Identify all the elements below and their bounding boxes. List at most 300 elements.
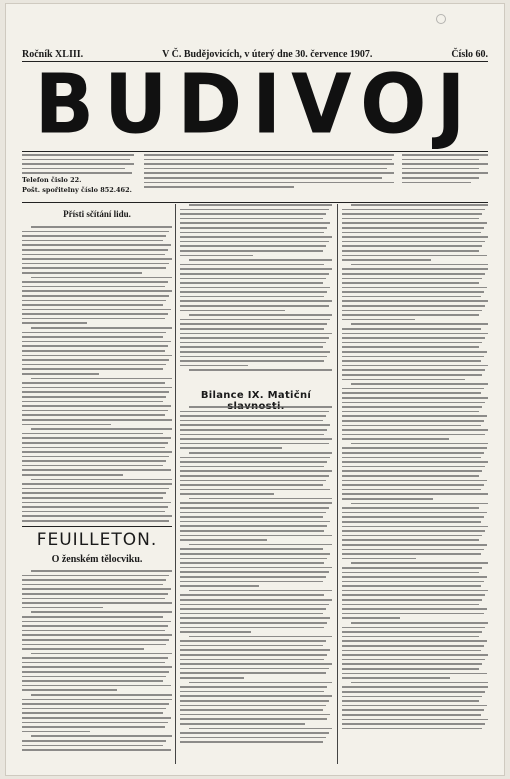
text-line [180, 677, 244, 679]
text-line [180, 236, 332, 238]
text-line [22, 341, 171, 343]
text-line [189, 728, 332, 730]
text-line [180, 521, 330, 523]
masthead-rule [22, 151, 488, 152]
library-stamp-icon [436, 14, 446, 24]
text-line [342, 328, 481, 330]
text-line [180, 310, 285, 312]
text-line [342, 411, 479, 413]
text-line [342, 397, 488, 399]
text-line [342, 627, 485, 629]
text-line [342, 268, 488, 270]
text-line [342, 590, 488, 592]
text-line [180, 613, 323, 615]
column-3 [342, 204, 488, 766]
text-line [342, 461, 488, 463]
text-line [342, 310, 482, 312]
price-table [402, 154, 488, 200]
text-line [22, 424, 111, 426]
text-line [22, 497, 163, 499]
text-line [180, 415, 326, 417]
text-line [31, 479, 172, 481]
text-line [180, 659, 324, 661]
text-line [22, 588, 171, 590]
text-line [180, 507, 329, 509]
text-line [342, 645, 484, 647]
text-line [22, 286, 165, 288]
text-line [31, 570, 172, 572]
text-line [180, 576, 326, 578]
text-line [342, 314, 479, 316]
text-line [22, 584, 163, 586]
text-line [342, 213, 482, 215]
text-line [180, 668, 329, 670]
text-line [342, 236, 488, 238]
volume-number: Ročník XLIII. [22, 48, 84, 60]
text-line [342, 457, 481, 459]
text-line [22, 442, 168, 444]
subscription-terms [22, 154, 134, 200]
text-line [22, 414, 165, 416]
text-line [342, 319, 415, 321]
text-line [180, 516, 323, 518]
text-line [342, 640, 487, 642]
text-line [180, 209, 329, 211]
text-line [22, 318, 165, 320]
text-line [180, 434, 324, 436]
text-line [180, 594, 324, 596]
text-line [22, 254, 165, 256]
text-line [22, 437, 171, 439]
text-line [22, 447, 165, 449]
column-2-top [180, 204, 332, 384]
column-1 [22, 204, 172, 524]
text-line [22, 502, 171, 504]
text-line [189, 498, 332, 500]
text-line [22, 666, 172, 668]
text-line [180, 654, 327, 656]
section-heading: Bilance IX. Matiční [200, 390, 312, 401]
text-line [31, 611, 172, 613]
text-line [180, 346, 323, 348]
text-line [180, 264, 324, 266]
text-line [342, 484, 484, 486]
text-line [180, 475, 329, 477]
text-line [342, 273, 485, 275]
text-line [22, 616, 163, 618]
text-line [22, 731, 90, 733]
text-line [180, 604, 329, 606]
text-line [180, 691, 324, 693]
feuilleton-heading: FEUILLETON. [36, 530, 158, 550]
text-line [342, 296, 481, 298]
text-line [180, 558, 327, 560]
text-line [31, 735, 172, 737]
text-line [22, 598, 165, 600]
text-line [22, 396, 166, 398]
text-line [342, 415, 487, 417]
text-line [342, 728, 482, 730]
text-line [342, 392, 481, 394]
text-line [342, 544, 487, 546]
text-line [189, 369, 332, 371]
text-line [22, 662, 165, 664]
text-line [22, 575, 169, 577]
text-line [342, 673, 487, 675]
text-line [180, 296, 324, 298]
text-line [342, 255, 487, 257]
text-line [180, 360, 324, 362]
text-line [22, 671, 169, 673]
text-line [180, 461, 327, 463]
text-line [22, 258, 172, 260]
text-line [22, 492, 166, 494]
text-line [22, 235, 166, 237]
text-line [22, 676, 166, 678]
text-line [180, 356, 327, 358]
text-line [180, 429, 327, 431]
text-line [22, 699, 172, 701]
text-line [342, 714, 481, 716]
text-line [342, 617, 400, 619]
text-line [342, 654, 488, 656]
text-line [180, 227, 327, 229]
text-line [180, 365, 248, 367]
text-line [180, 714, 330, 716]
text-line [342, 218, 479, 220]
text-line [22, 364, 166, 366]
text-line [180, 723, 305, 725]
text-line [342, 360, 481, 362]
text-line [351, 562, 488, 564]
text-line [180, 232, 324, 234]
text-line [22, 740, 166, 742]
text-line [342, 351, 487, 353]
text-line [342, 636, 479, 638]
text-line [180, 222, 330, 224]
text-line [22, 281, 168, 283]
text-line [22, 405, 171, 407]
text-line [180, 567, 332, 569]
text-line [189, 452, 332, 454]
text-line [180, 411, 329, 413]
text-line [342, 516, 484, 518]
text-line [180, 617, 330, 619]
text-line [189, 590, 332, 592]
feuilleton-body [22, 570, 172, 766]
text-line [22, 267, 166, 269]
text-line [22, 749, 171, 751]
text-line [189, 204, 332, 206]
text-line [22, 602, 172, 604]
text-line [342, 300, 488, 302]
text-line [180, 466, 324, 468]
text-line [31, 428, 172, 430]
text-line [22, 263, 169, 265]
text-line [342, 691, 485, 693]
text-line [342, 434, 485, 436]
text-line [31, 694, 172, 696]
text-line [22, 607, 103, 609]
text-line [180, 732, 329, 734]
text-line [180, 218, 323, 220]
text-line [22, 244, 171, 246]
column-rule [175, 204, 176, 764]
text-line [180, 622, 327, 624]
text-line [22, 469, 171, 471]
text-line [342, 723, 485, 725]
text-line [22, 433, 163, 435]
text-line [189, 406, 332, 408]
text-line [22, 722, 168, 724]
text-line [22, 309, 171, 311]
text-line [351, 503, 488, 505]
text-line [342, 613, 484, 615]
text-line [22, 511, 165, 513]
text-line [342, 356, 484, 358]
text-line [22, 745, 163, 747]
text-line [189, 314, 332, 316]
text-line [22, 474, 123, 476]
text-line [342, 346, 479, 348]
place-and-date: V Č. Budějovicích, v úterý dne 30. července 1907. [162, 48, 373, 60]
text-line [342, 365, 488, 367]
text-line [22, 345, 168, 347]
text-line [180, 245, 326, 247]
text-line [180, 273, 329, 275]
text-line [22, 300, 166, 302]
text-line [22, 515, 172, 517]
text-line [180, 470, 332, 472]
text-line [351, 383, 488, 385]
text-line [180, 548, 323, 550]
text-line [22, 336, 163, 338]
text-line [342, 245, 482, 247]
text-line [342, 585, 481, 587]
text-line [22, 689, 117, 691]
text-line [180, 493, 274, 495]
text-line [342, 475, 479, 477]
text-line [22, 368, 163, 370]
text-line [342, 530, 485, 532]
info-rule [22, 202, 488, 203]
text-line [180, 718, 327, 720]
text-line [342, 278, 482, 280]
text-line [342, 241, 485, 243]
text-line [342, 535, 482, 537]
text-line [342, 489, 481, 491]
text-line [180, 447, 282, 449]
text-line [180, 539, 267, 541]
masthead-title: BUDIVOJ [34, 57, 476, 153]
text-line [180, 287, 330, 289]
text-line [351, 682, 488, 684]
text-line [22, 717, 171, 719]
text-line [22, 272, 142, 274]
text-line [180, 631, 251, 633]
text-line [342, 604, 479, 606]
text-line [342, 379, 465, 381]
text-line [180, 645, 323, 647]
text-line [180, 424, 330, 426]
text-line [22, 520, 169, 522]
text-line [180, 581, 323, 583]
text-line [22, 391, 169, 393]
text-line [180, 489, 330, 491]
text-line [180, 535, 332, 537]
text-line [22, 726, 165, 728]
text-line [342, 507, 479, 509]
text-line [22, 456, 169, 458]
text-line [22, 387, 172, 389]
issue-number: Číslo 60. [451, 48, 488, 60]
text-line [342, 209, 485, 211]
text-line [342, 388, 484, 390]
text-line [342, 227, 484, 229]
text-line [22, 401, 163, 403]
text-line [22, 634, 172, 636]
text-line [22, 313, 168, 315]
text-line [22, 685, 171, 687]
text-line [180, 530, 324, 532]
text-line [342, 287, 487, 289]
text-line [22, 465, 163, 467]
column-rule [337, 204, 338, 764]
text-line [342, 282, 479, 284]
text-line [342, 700, 479, 702]
text-line [22, 483, 172, 485]
text-line [180, 502, 332, 504]
text-line [180, 323, 327, 325]
text-line [342, 333, 488, 335]
text-line [180, 663, 332, 665]
text-line [351, 443, 488, 445]
text-line [180, 640, 326, 642]
text-line [22, 419, 172, 421]
text-line [22, 410, 168, 412]
text-line [342, 668, 479, 670]
text-line [22, 625, 168, 627]
text-line [180, 420, 323, 422]
text-line [180, 255, 253, 257]
text-line [31, 653, 172, 655]
text-line [180, 337, 329, 339]
text-line [189, 259, 332, 261]
text-line [180, 480, 326, 482]
text-line [22, 460, 166, 462]
text-line [342, 705, 487, 707]
text-line [342, 572, 479, 574]
text-line [342, 686, 488, 688]
text-line [180, 709, 323, 711]
text-line [342, 539, 479, 541]
text-line [22, 332, 166, 334]
text-line [180, 351, 330, 353]
text-line [180, 438, 332, 440]
text-line [22, 382, 165, 384]
text-line [180, 686, 327, 688]
text-line [180, 512, 326, 514]
text-line [342, 608, 487, 610]
text-line [22, 703, 169, 705]
article-title: Přísti sčítání lidu. [63, 209, 131, 219]
text-line [22, 359, 169, 361]
text-line [31, 277, 172, 279]
text-line [342, 594, 485, 596]
text-line [342, 402, 485, 404]
text-line [342, 452, 484, 454]
text-line [22, 639, 169, 641]
text-line [31, 378, 172, 380]
text-line [342, 567, 482, 569]
text-line [189, 636, 332, 638]
newspaper-page [6, 4, 504, 775]
text-line [180, 268, 332, 270]
text-line [342, 719, 488, 721]
text-line [22, 355, 172, 357]
text-line [342, 406, 482, 408]
text-line [22, 249, 168, 251]
text-line [342, 696, 482, 698]
text-line [189, 682, 332, 684]
text-line [180, 328, 324, 330]
text-line [180, 241, 329, 243]
text-line [180, 319, 330, 321]
text-line [342, 438, 449, 440]
text-line [22, 290, 172, 292]
feuilleton-subtitle: O ženském tělocviku. [51, 554, 143, 565]
text-line [22, 231, 169, 233]
text-line [180, 700, 329, 702]
text-line [180, 291, 327, 293]
text-line [342, 425, 481, 427]
text-line [351, 204, 488, 206]
text-line [342, 553, 481, 555]
text-line [22, 488, 169, 490]
text-line [342, 558, 416, 560]
text-line [22, 630, 165, 632]
phone-number: Telefon čislo 22. [22, 175, 82, 184]
text-line [180, 608, 326, 610]
text-line [180, 457, 330, 459]
text-line [342, 222, 487, 224]
text-line [22, 621, 171, 623]
text-line [180, 599, 332, 601]
text-line [342, 650, 481, 652]
text-line [180, 585, 259, 587]
text-line [342, 526, 488, 528]
text-line [180, 553, 330, 555]
text-line [342, 291, 484, 293]
text-line [342, 599, 482, 601]
text-line [342, 663, 482, 665]
text-line [22, 648, 144, 650]
text-line [180, 672, 326, 674]
text-line [342, 429, 488, 431]
text-line [342, 677, 450, 679]
text-line [342, 659, 485, 661]
text-line [22, 708, 166, 710]
text-line [22, 680, 163, 682]
text-line [342, 549, 484, 551]
column-2-bottom [180, 406, 332, 766]
text-line [342, 470, 482, 472]
text-line [180, 649, 330, 651]
text-line [22, 373, 99, 375]
subscription-info-row [22, 154, 488, 200]
feuilleton-rule [22, 526, 172, 527]
postal-account: Pošt. spořitelny číslo 852.462. [22, 186, 132, 195]
